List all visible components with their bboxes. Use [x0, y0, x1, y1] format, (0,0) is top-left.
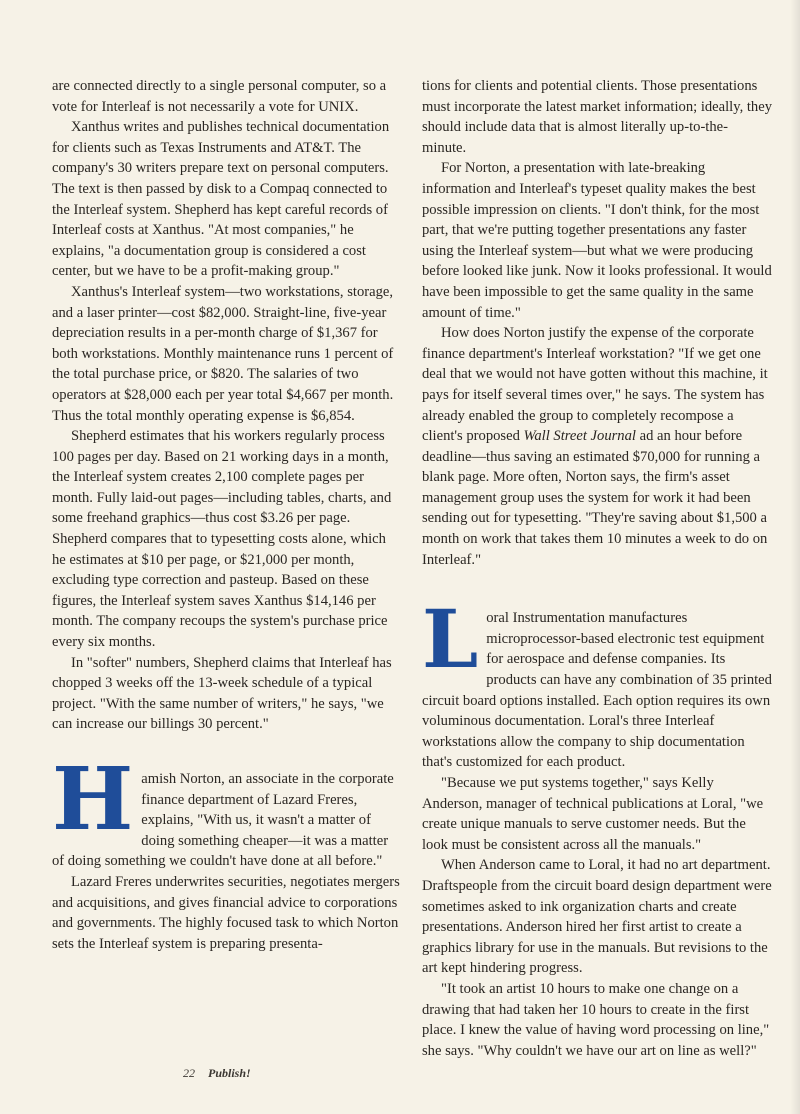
paragraph: are connected directly to a single personal computer, so a vote for Interleaf is not necessarily a vote for UNIX.: [52, 78, 387, 115]
section-lazard: [52, 749, 402, 872]
paragraph: Shepherd estimates that his workers regularly process 100 pages per day. Based on 21 working days in a month, the Interleaf system creates 2,100 complete pages per month. Fully laid-out pages—including tables, charts, and some freehand graphics—thus cost $3.26 per page. Shepherd compares that to typesetting costs alone, which he estimates at $10 per page, or $21,000 per month, excluding type correction and pasteup. Based on these figures, the Interleaf system saves Xanthus $14,146 per month. The company recoups the system's purchase price every six months.: [52, 428, 392, 651]
drop-cap-letter: L: [422, 592, 479, 687]
paragraph: oral Instrumentation manufactures microprocessor-based electronic test equipment for aerospace and defense companies. Its products can have any combination of 35 printed circuit board options installed. Each option requires its own voluminous documentation. Loral's three Interleaf workstations allow the company to ship documentation that's customized for each product.: [422, 610, 772, 771]
page-edge-shadow: [790, 0, 800, 1114]
paragraph-text: ad an hour before deadline—thus saving an estimated $70,000 for running a blank page. More often, Norton says, the firm's asset management group uses the system for work it had been sending out for typesetting. "They're saving about $1,500 a month on work that takes them 10 minutes a week to do on Interleaf.": [422, 428, 768, 568]
paragraph: For Norton, a presentation with late-breaking information and Interleaf's typeset quality makes the best possible impression on clients. "I don't think, for the most part, that we're putting together presentations any faster using the Interleaf system—but what we were producing before looked like junk. Now it looks professional. It would have been impossible to get the same quality in the same amount of time.": [422, 160, 772, 321]
paragraph: tions for clients and potential clients. Those presentations must incorporate the latest market information; ideally, they should include data that is almost literally up-to-the-minute.: [422, 78, 773, 156]
paragraph: In "softer" numbers, Shepherd claims that Interleaf has chopped 3 weeks off the 13-week schedule of a typical project. "With the same number of writers," he says, "we can increase our billings 30 percent.": [52, 654, 392, 733]
drop-cap-letter: H: [52, 749, 134, 850]
paragraph-text: How does Norton justify the expense of the corporate finance department's Interleaf workstation? "If we get one deal that we would not have gotten without this machine, it pays for itself several times over," he says. The system has already enabled the group to completely recompose a client's proposed: [422, 325, 768, 445]
left-column: [52, 76, 402, 954]
paragraph: "It took an artist 10 hours to make one change on a drawing that had taken her 10 hours to create in the first place. I knew the value of having word processing on line," she says. "Why couldn't we have our art on line as well?": [422, 980, 770, 1059]
section-loral: [422, 592, 772, 773]
publication-title: Wall Street Journal: [523, 428, 636, 445]
page-number: 22: [183, 1066, 195, 1080]
right-column: [422, 76, 772, 1061]
paragraph: Lazard Freres underwrites securities, negotiates mergers and acquisitions, and gives financial advice to corporations and governments. The highly focused task to which Norton sets the Interleaf system is preparing presenta-: [52, 873, 400, 952]
magazine-name: Publish!: [208, 1066, 251, 1080]
paragraph: Xanthus writes and publishes technical documentation for clients such as Texas Instruments and AT&T. The company's 30 writers prepare text on personal computers. The text is then passed by disk to a Compaq connected to the Interleaf system. Shepherd has kept careful records of Interleaf costs at Xanthus. "At most companies," he explains, "a documentation group is considered a cost center, but we have to be a profit-making group.": [52, 119, 390, 280]
paragraph: amish Norton, an associate in the corporate finance department of Lazard Freres, explains, "With us, it wasn't a matter of doing something cheaper—it was a matter of doing something we couldn't have done at all before.": [52, 771, 394, 870]
paragraph: When Anderson came to Loral, it had no art department. Draftspeople from the circuit board design department were sometimes asked to ink organization charts and create presentations. Anderson hired her first artist to create a graphics library for use in the manuals. But revisions to the art kept hindering progress.: [422, 857, 772, 977]
paragraph: Xanthus's Interleaf system—two workstations, storage, and a laser printer—cost $82,000. Straight-line, five-year depreciation results in a per-month charge of $1,367 for both workstations. Monthly maintenance runs 1 percent of the total purchase price, or $820. The salaries of two operators at $28,000 each per year total $4,667 per month. Thus the total monthly operating expense is $6,854.: [52, 283, 394, 424]
paragraph: [422, 323, 772, 570]
page-footer: [183, 1066, 261, 1081]
paragraph: "Because we put systems together," says Kelly Anderson, manager of technical publications at Loral, "we create unique manuals to serve customer needs. But the look must be consistent across all the manuals.": [422, 775, 764, 853]
